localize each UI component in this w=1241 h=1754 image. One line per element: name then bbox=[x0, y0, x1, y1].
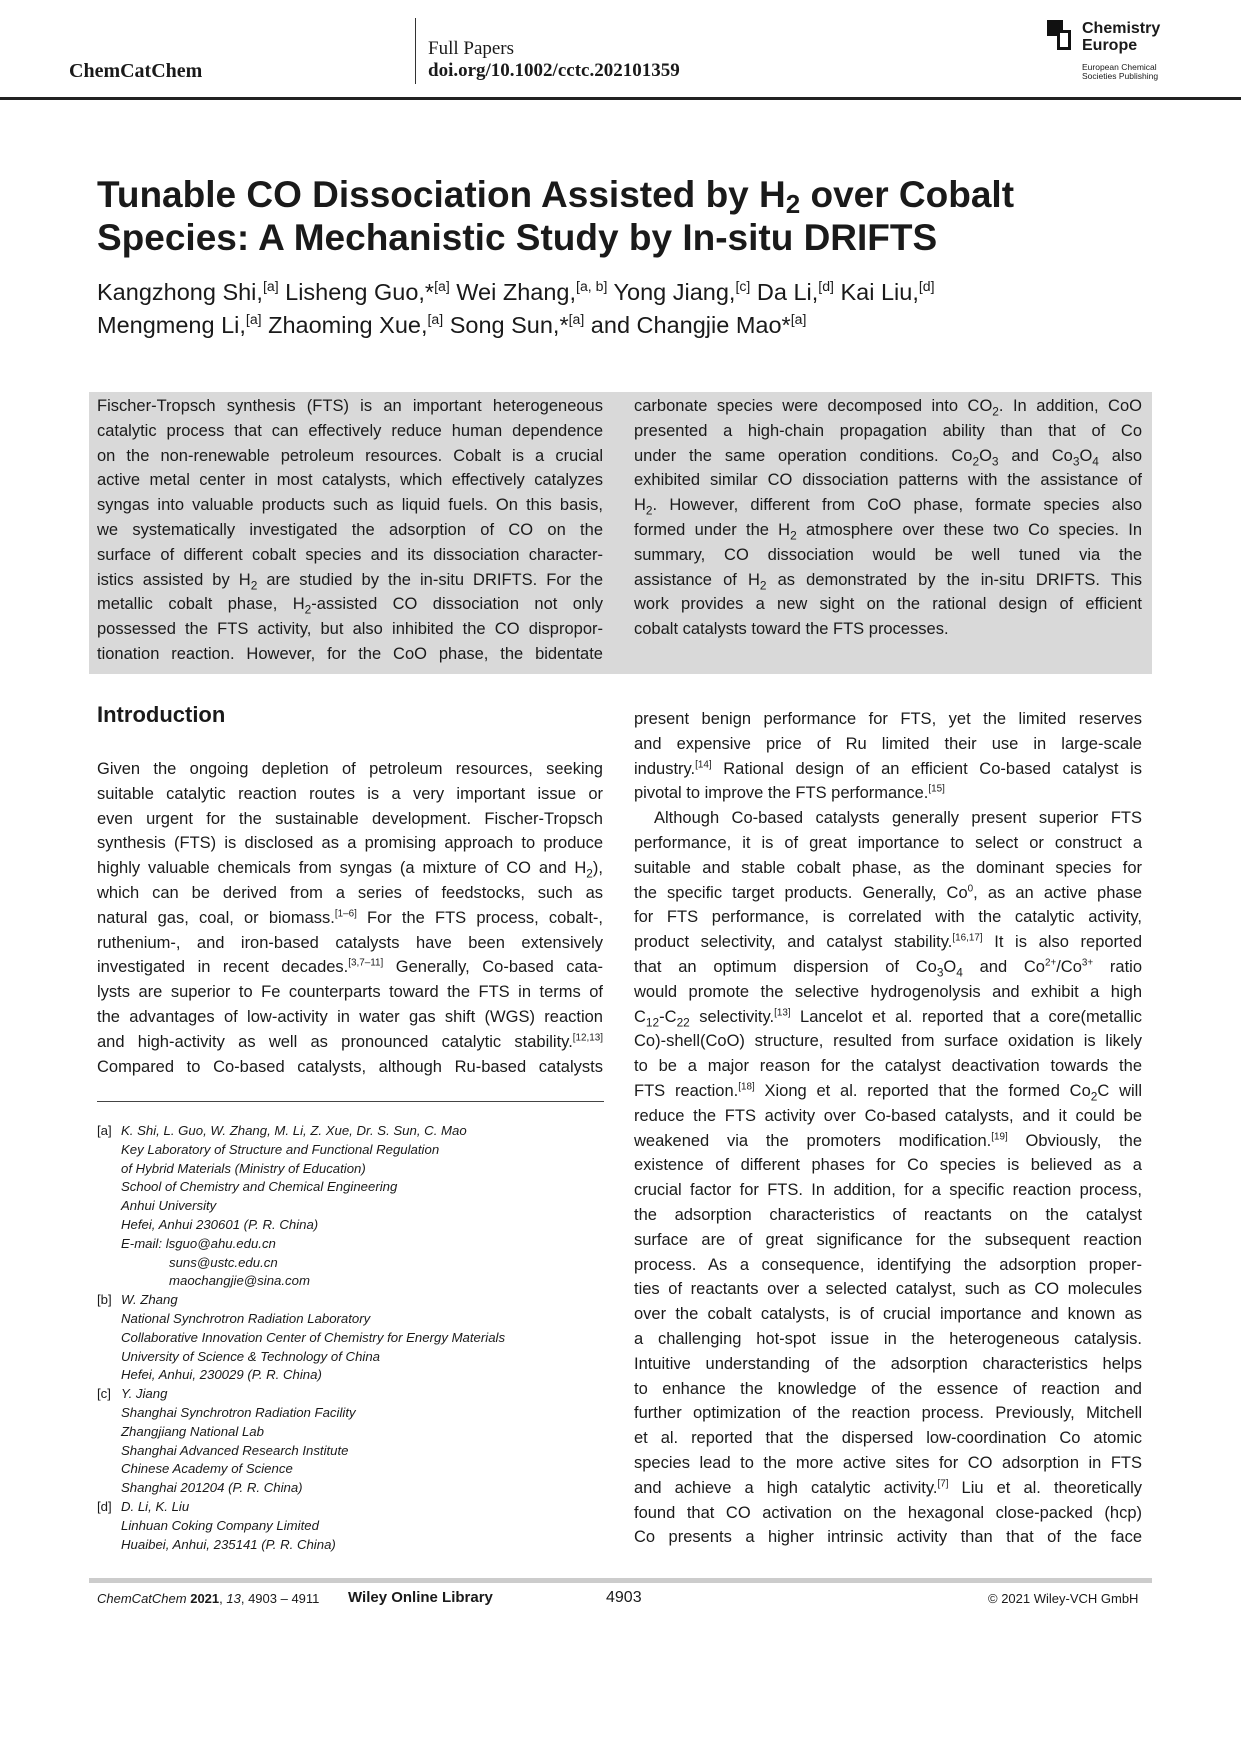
article-type: Full Papers bbox=[428, 38, 515, 59]
email-link[interactable]: maochangjie@sina.com bbox=[169, 1273, 310, 1289]
logo-text-line1: Chemistry bbox=[1082, 20, 1161, 37]
header-rule bbox=[0, 97, 1241, 100]
chemistry-europe-logo bbox=[1047, 20, 1177, 82]
citation-ref[interactable]: [1–6] bbox=[334, 908, 357, 920]
copyright: © 2021 Wiley-VCH GmbH bbox=[988, 1591, 1139, 1606]
logo-subtext-line2: Societies Publishing bbox=[1082, 71, 1159, 81]
wiley-online-library-link[interactable]: Wiley Online Library bbox=[348, 1589, 493, 1606]
journal-name: ChemCatChem bbox=[69, 60, 203, 82]
introduction-right-column: present benign performance for FTS, yet the limited reserves and expensive price of Ru limited their use in large-scale industry.[14] Rational design of an efficient Co-based catalyst is pivotal to improve the FTS performance.[15] Although Co-based catalysts generally present superior FTS performance, it is of great importance to select or construct a suitable and stable cobalt phase, as the dominant species for the specific target products. Generally, Co$^0$, as an active phase for FTS performance, is correlated with the catalytic activity, product selectivity, and catalyst stability.[16,17] It is also reported that an optimum dispersion of $Co_3O_4$ and $Co^{2+}/Co^{3+}$ ratio would promote the selective hydrogenolysis and exhibit a high $C_{12}-C_{22}$ selectivity.[13] Lancelot et al. reported that a core(metallic Co)-shell(CoO) structure, resulted from surface oxidation is likely to be a major reason for the catalyst deactivation towards the FTS reaction.[18] Xiong et al. reported that the formed $Co_2C$ will reduce the FTS activity over Co-based catalysts, and it could be weakened via the promoters modification.[19] Obviously, the existence of different phases for Co species is believed as a crucial factor for FTS. In addition, for a specific reaction process, the adsorption characteristics of reactants on the catalyst surface are of great significance for the subsequent reaction process. As a consequence, identifying the adsorption proper- ties of reactants over a selected catalyst, such as CO molecules over the cobalt catalysts, is of crucial importance and known as a challenging hot-spot issue in the heterogeneous catalysis. Intuitive understanding of the adsorption characteristics helps to enhance the knowledge of the essence of reaction and further optimization of the reaction process. Previously, Mitchell et al. reported that the dispersed low-coordination Co atomic species lead to the more active sites for CO adsorption in FTS and achieve a high catalytic activity.[7] Liu et al. theoretically found that CO activation on the hexagonal close-packed (hcp) Co presents a higher intrinsic activity than that of the face bbox=[634, 710, 1142, 1547]
introduction-heading: Introduction bbox=[97, 702, 226, 727]
footer-rule bbox=[89, 1578, 1152, 1583]
footnote-rule bbox=[97, 1101, 604, 1102]
citation-ref[interactable]: [18] bbox=[738, 1081, 755, 1093]
affiliation-c: [c] Y. Jiang Shanghai Synchrotron Radiation Facility Zhangjiang National Lab Shanghai Advanced Research Institute Chinese Academy of Science Shanghai 201204 (P. R. China) bbox=[97, 1386, 356, 1496]
doi-link[interactable]: doi.org/10.1002/cctc.202101359 bbox=[428, 60, 680, 81]
citation-ref[interactable]: [13] bbox=[774, 1007, 791, 1019]
chemistry-europe-logo-icon bbox=[1047, 20, 1071, 50]
email-link[interactable]: suns@ustc.edu.cn bbox=[169, 1254, 278, 1270]
citation-ref[interactable]: [15] bbox=[928, 783, 945, 795]
citation-ref[interactable]: [19] bbox=[991, 1131, 1008, 1143]
header-divider bbox=[415, 18, 416, 84]
affiliation-b: [b] W. Zhang National Synchrotron Radiation Laboratory Collaborative Innovation Center of Chemistry for Energy Materials University of Science & Technology of China Hefei, Anhui, 230029 (P. R. China) bbox=[97, 1292, 506, 1383]
citation-ref[interactable]: [12,13] bbox=[572, 1032, 603, 1044]
abstract-right-column: carbonate species were decomposed into $CO_2$. In addition, CoO presented a high-chain propagation ability than that of Co under the same operation conditions. $Co_2O_3$ and $Co_3O_4$ also exhibited similar CO dissociation patterns with the assistance of $H_2$. However, different from CoO phase, formate species also formed under the $H_2$ atmosphere over these two Co species. In summary, CO dissociation would be well tuned via the assistance of $H_2$ as demonstrated by the in-situ DRIFTS. This work provides a new sight on the rational design of efficient cobalt catalysts toward the FTS processes. bbox=[634, 397, 1143, 639]
article-title: Tunable CO Dissociation Assisted by $H_2$ over Cobalt Species: A Mechanistic Study by In-situ DRIFTS bbox=[97, 174, 1015, 258]
logo-text-line2: Europe bbox=[1082, 37, 1138, 54]
footer-citation: ChemCatChem 2021, 13, 4903 – 4911 bbox=[97, 1591, 320, 1606]
abstract-left-column: Fischer-Tropsch synthesis (FTS) is an important heterogeneous catalytic process that can effectively reduce human dependence on the non-renewable petroleum resources. Cobalt is a crucial active metal center in most catalysts, which effectively catalyzes syngas into valuable products such as liquid fuels. On this basis, we systematically investigated the adsorption of CO on the surface of different cobalt species and its dissociation character- istics assisted by $H_2$ are studied by the in-situ DRIFTS. For the metallic cobalt phase, $H_2$-assisted CO dissociation not only possessed the FTS activity, but also inhibited the CO dispropor- tionation reaction. However, for the CoO phase, the bidentate bbox=[97, 397, 603, 663]
introduction-left-column: Given the ongoing depletion of petroleum resources, seeking suitable catalytic reaction routes is a very important issue or even urgent for the sustainable development. Fischer-Tropsch synthesis (FTS) is disclosed as a promising approach to produce highly valuable chemicals from syngas (a mixture of CO and $H_2$), which can be derived from a series of feedstocks, such as natural gas, coal, or biomass.[1–6] For the FTS process, cobalt-, ruthenium-, and iron-based catalysts have been extensively investigated in recent decades.[3,7–11] Generally, Co-based cata- lysts are superior to Fe counterparts toward the FTS in terms of the advantages of low-activity in water gas shift (WGS) reaction and high-activity as well as pronounced catalytic stability.[12,13] Compared to Co-based catalysts, although Ru-based catalysts bbox=[97, 760, 603, 1076]
page-number: 4903 bbox=[606, 1589, 642, 1606]
author-list: Kangzhong Shi,[a] Lisheng Guo,*[a] Wei Zhang,[a, b] Yong Jiang,[c] Da Li,[d] Kai Liu,[d] Mengmeng Li,[a] Zhaoming Xue,[a] Song Sun,*[a] and Changjie Mao*[a] bbox=[97, 278, 935, 338]
citation-ref[interactable]: [7] bbox=[937, 1478, 949, 1490]
affiliation-footnotes bbox=[97, 1122, 607, 1554]
affiliation-a: [a] K. Shi, L. Guo, W. Zhang, M. Li, Z. Xue, Dr. S. Sun, C. Mao Key Laboratory of Structure and Functional Regulation of Hybrid Materials (Ministry of Education) School of Chemistry and Chemical Engineering Anhui University Hefei, Anhui 230601 (P. R. China) E-mail: lsguo@ahu.edu.cn suns@ustc.edu.cn maochangjie@sina.com bbox=[97, 1122, 607, 1291]
citation-ref[interactable]: [3,7–11] bbox=[348, 957, 384, 969]
affiliation-d: [d] D. Li, K. Liu Linhuan Coking Company Limited Huaibei, Anhui, 235141 (P. R. China) bbox=[97, 1498, 336, 1552]
logo-subtext-line1: European Chemical bbox=[1082, 62, 1157, 72]
citation-ref[interactable]: [14] bbox=[695, 759, 712, 771]
email-link[interactable]: E-mail: lsguo@ahu.edu.cn bbox=[121, 1235, 276, 1251]
citation-ref[interactable]: [16,17] bbox=[952, 932, 983, 944]
